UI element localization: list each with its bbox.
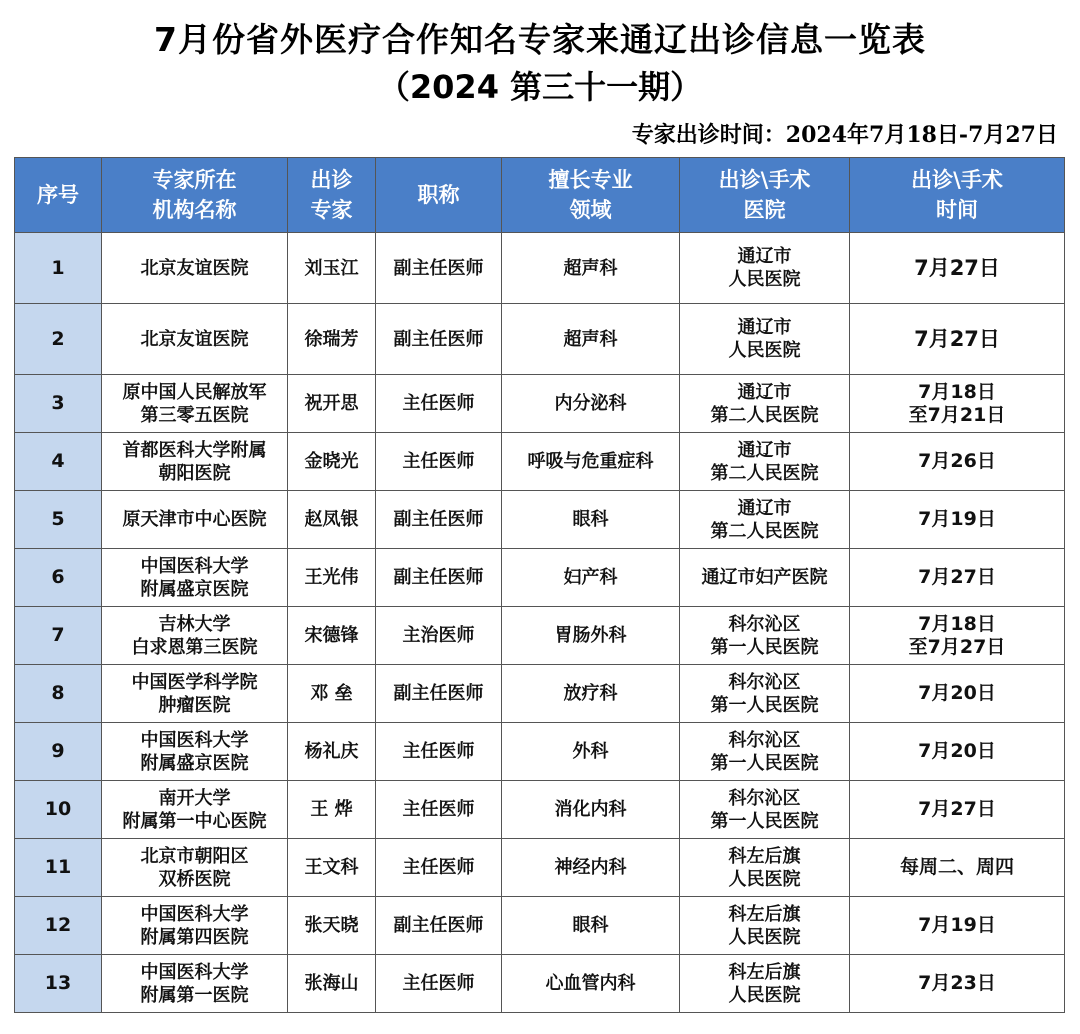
table-row <box>15 549 1065 607</box>
header-title: 职称 <box>376 158 502 233</box>
cell-time: 7月27日 <box>850 549 1065 607</box>
header-hospital: 出诊\手术 医院 <box>680 158 850 233</box>
cell-seq: 6 <box>15 549 102 607</box>
expert-schedule-table <box>14 157 1065 1013</box>
cell-hospital: 科左后旗 人民医院 <box>680 955 850 1013</box>
cell-time: 7月18日 至7月27日 <box>850 607 1065 665</box>
header-specialty: 擅长专业 领域 <box>502 158 680 233</box>
cell-institution: 首都医科大学附属 朝阳医院 <box>102 433 288 491</box>
cell-time: 7月26日 <box>850 433 1065 491</box>
header-seq: 序号 <box>15 158 102 233</box>
table-row <box>15 607 1065 665</box>
cell-title: 主任医师 <box>376 781 502 839</box>
header-institution: 专家所在 机构名称 <box>102 158 288 233</box>
cell-specialty: 眼科 <box>502 491 680 549</box>
cell-specialty: 消化内科 <box>502 781 680 839</box>
table-row <box>15 839 1065 897</box>
cell-seq: 7 <box>15 607 102 665</box>
cell-title: 副主任医师 <box>376 549 502 607</box>
cell-specialty: 胃肠外科 <box>502 607 680 665</box>
cell-time: 7月27日 <box>850 233 1065 304</box>
cell-expert: 刘玉江 <box>288 233 376 304</box>
cell-expert: 张天晓 <box>288 897 376 955</box>
cell-hospital: 通辽市 第二人民医院 <box>680 491 850 549</box>
header-time: 出诊\手术 时间 <box>850 158 1065 233</box>
cell-institution: 吉林大学 白求恩第三医院 <box>102 607 288 665</box>
cell-specialty: 心血管内科 <box>502 955 680 1013</box>
table-row <box>15 723 1065 781</box>
cell-specialty: 超声科 <box>502 233 680 304</box>
cell-hospital: 通辽市妇产医院 <box>680 549 850 607</box>
cell-seq: 4 <box>15 433 102 491</box>
cell-hospital: 科尔沁区 第一人民医院 <box>680 723 850 781</box>
cell-title: 主任医师 <box>376 839 502 897</box>
cell-title: 副主任医师 <box>376 304 502 375</box>
cell-seq: 11 <box>15 839 102 897</box>
cell-hospital: 科尔沁区 第一人民医院 <box>680 665 850 723</box>
cell-seq: 9 <box>15 723 102 781</box>
cell-specialty: 眼科 <box>502 897 680 955</box>
cell-institution: 原天津市中心医院 <box>102 491 288 549</box>
table-row <box>15 375 1065 433</box>
cell-institution: 中国医学科学院 肿瘤医院 <box>102 665 288 723</box>
cell-time: 7月27日 <box>850 781 1065 839</box>
cell-seq: 5 <box>15 491 102 549</box>
cell-time: 每周二、周四 <box>850 839 1065 897</box>
cell-expert: 王文科 <box>288 839 376 897</box>
cell-institution: 北京市朝阳区 双桥医院 <box>102 839 288 897</box>
cell-expert: 张海山 <box>288 955 376 1013</box>
cell-time: 7月18日 至7月21日 <box>850 375 1065 433</box>
cell-seq: 3 <box>15 375 102 433</box>
cell-hospital: 通辽市 人民医院 <box>680 304 850 375</box>
cell-title: 主任医师 <box>376 375 502 433</box>
cell-hospital: 科左后旗 人民医院 <box>680 839 850 897</box>
table-row <box>15 955 1065 1013</box>
cell-time: 7月19日 <box>850 897 1065 955</box>
cell-institution: 北京友谊医院 <box>102 233 288 304</box>
header-expert: 出诊 专家 <box>288 158 376 233</box>
cell-title: 副主任医师 <box>376 897 502 955</box>
cell-seq: 1 <box>15 233 102 304</box>
table-header-row <box>15 158 1065 233</box>
table-row <box>15 781 1065 839</box>
cell-time: 7月20日 <box>850 723 1065 781</box>
cell-specialty: 妇产科 <box>502 549 680 607</box>
cell-time: 7月20日 <box>850 665 1065 723</box>
cell-institution: 北京友谊医院 <box>102 304 288 375</box>
page-title: 7月份省外医疗合作知名专家来通辽出诊信息一览表 <box>154 20 926 59</box>
cell-seq: 12 <box>15 897 102 955</box>
cell-hospital: 科尔沁区 第一人民医院 <box>680 781 850 839</box>
table-row <box>15 304 1065 375</box>
table-row <box>15 433 1065 491</box>
table-row <box>15 665 1065 723</box>
table-row <box>15 491 1065 549</box>
cell-expert: 徐瑞芳 <box>288 304 376 375</box>
cell-specialty: 超声科 <box>502 304 680 375</box>
cell-expert: 王 烨 <box>288 781 376 839</box>
table-row <box>15 233 1065 304</box>
cell-institution: 南开大学 附属第一中心医院 <box>102 781 288 839</box>
cell-seq: 10 <box>15 781 102 839</box>
cell-expert: 赵凤银 <box>288 491 376 549</box>
cell-institution: 中国医科大学 附属盛京医院 <box>102 723 288 781</box>
cell-seq: 2 <box>15 304 102 375</box>
cell-title: 副主任医师 <box>376 491 502 549</box>
cell-time: 7月27日 <box>850 304 1065 375</box>
cell-expert: 邓 垒 <box>288 665 376 723</box>
cell-institution: 中国医科大学 附属第一医院 <box>102 955 288 1013</box>
cell-title: 副主任医师 <box>376 665 502 723</box>
cell-time: 7月19日 <box>850 491 1065 549</box>
cell-hospital: 通辽市 第二人民医院 <box>680 375 850 433</box>
cell-specialty: 外科 <box>502 723 680 781</box>
cell-time: 7月23日 <box>850 955 1065 1013</box>
page-subtitle: （2024 第三十一期） <box>377 68 703 106</box>
cell-hospital: 科左后旗 人民医院 <box>680 897 850 955</box>
cell-expert: 宋德锋 <box>288 607 376 665</box>
visit-period: 专家出诊时间：2024年7月18日-7月27日 <box>631 122 1058 148</box>
cell-title: 主治医师 <box>376 607 502 665</box>
cell-institution: 原中国人民解放军 第三零五医院 <box>102 375 288 433</box>
cell-expert: 杨礼庆 <box>288 723 376 781</box>
cell-institution: 中国医科大学 附属盛京医院 <box>102 549 288 607</box>
cell-specialty: 放疗科 <box>502 665 680 723</box>
cell-specialty: 呼吸与危重症科 <box>502 433 680 491</box>
cell-hospital: 通辽市 第二人民医院 <box>680 433 850 491</box>
cell-title: 主任医师 <box>376 723 502 781</box>
cell-seq: 8 <box>15 665 102 723</box>
cell-expert: 祝开思 <box>288 375 376 433</box>
cell-expert: 王光伟 <box>288 549 376 607</box>
cell-institution: 中国医科大学 附属第四医院 <box>102 897 288 955</box>
table-row <box>15 897 1065 955</box>
cell-hospital: 通辽市 人民医院 <box>680 233 850 304</box>
cell-specialty: 内分泌科 <box>502 375 680 433</box>
cell-title: 主任医师 <box>376 433 502 491</box>
cell-specialty: 神经内科 <box>502 839 680 897</box>
cell-expert: 金晓光 <box>288 433 376 491</box>
cell-hospital: 科尔沁区 第一人民医院 <box>680 607 850 665</box>
cell-title: 副主任医师 <box>376 233 502 304</box>
cell-title: 主任医师 <box>376 955 502 1013</box>
cell-seq: 13 <box>15 955 102 1013</box>
